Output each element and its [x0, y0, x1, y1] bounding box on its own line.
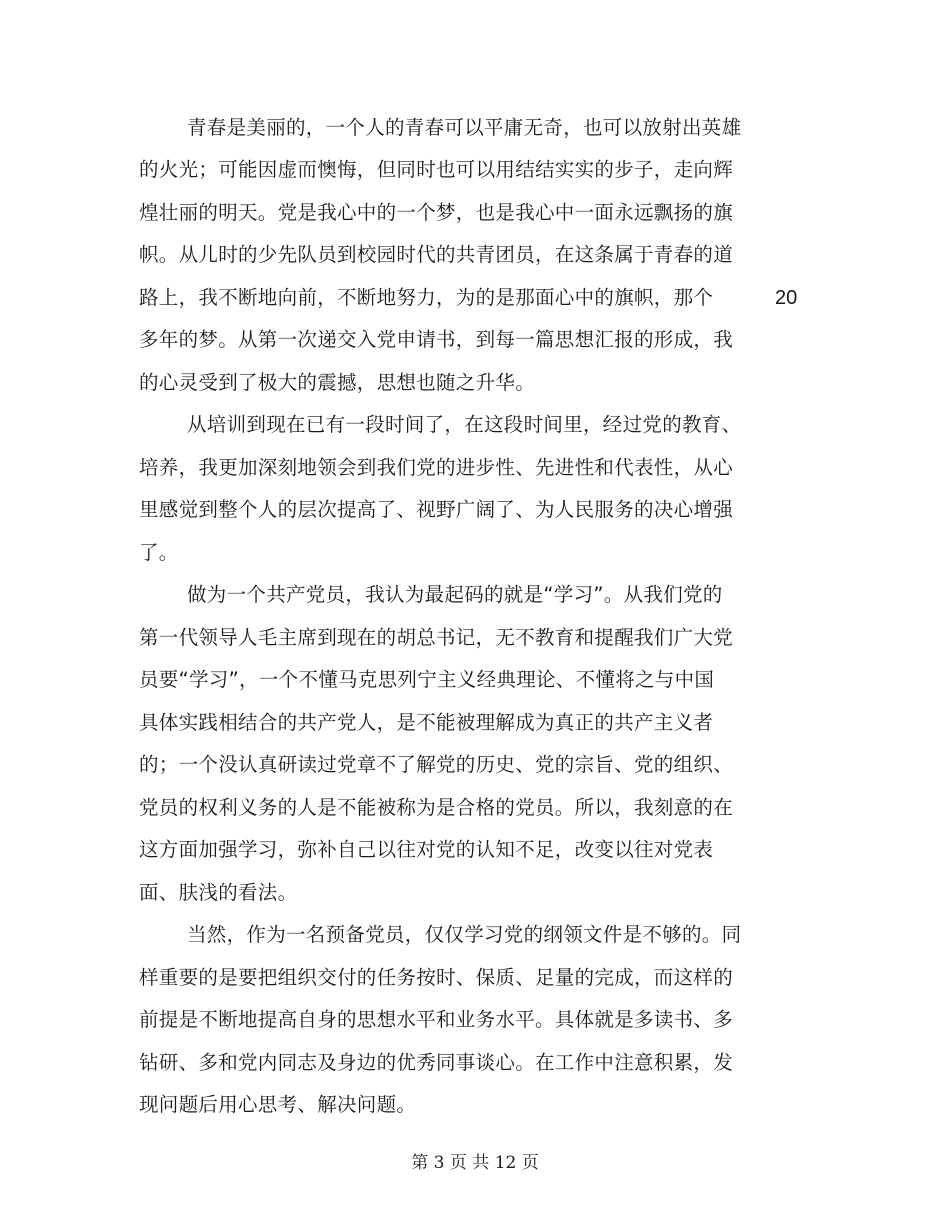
paragraph-3-line-4: 具体实践相结合的共产党人，是不能被理解成为真正的共产主义者: [139, 711, 714, 734]
margin-number: 20: [775, 287, 798, 309]
paragraph-2-line-1: 从培训到现在已有一段时间了，在这段时间里，经过党的教育、: [187, 413, 742, 436]
paragraph-3-line-2: 第一代领导人毛主席到现在的胡总书记，无不教育和提醒我们广大党: [139, 626, 734, 649]
paragraph-3-line-7: 这方面加强学习，弥补自己以往对党的认知不足，改变以往对党表: [139, 838, 714, 861]
paragraph-1-line-1: 青春是美丽的，一个人的青春可以平庸无奇，也可以放射出英雄: [187, 116, 742, 139]
paragraph-4-line-1: 当然，作为一名预备党员，仅仅学习党的纲领文件是不够的。同: [187, 923, 742, 946]
paragraph-4-line-2: 样重要的是要把组织交付的任务按时、保质、足量的完成，而这样的: [139, 966, 734, 989]
footer-middle: 页 共: [449, 1153, 490, 1173]
paragraph-2-line-4: 了。: [139, 541, 179, 564]
paragraph-2-line-3: 里感觉到整个人的层次提高了、视野广阔了、为人民服务的决心增强: [139, 498, 734, 521]
paragraph-1-line-6: 多年的梦。从第一次递交入党申请书，到每一篇思想汇报的形成，我: [139, 328, 734, 351]
paragraph-3-line-3: 员要“学习”，一个不懂马克思列宁主义经典理论、不懂将之与中国: [139, 668, 715, 691]
paragraph-1-line-2: 的火光；可能因虚而懊悔，但同时也可以用结结实实的步子，走向辉: [139, 158, 734, 181]
paragraph-1-line-3: 煌壮丽的明天。党是我心中的一个梦，也是我心中一面永远飘扬的旗: [139, 201, 734, 224]
paragraph-4-line-4: 钻研、多和党内同志及身边的优秀同事谈心。在工作中注意积累，发: [139, 1051, 734, 1074]
paragraph-3-line-1: 做为一个共产党员，我认为最起码的就是“学习”。从我们党的: [187, 583, 723, 606]
paragraph-3-line-6: 党员的权利义务的人是不能被称为是合格的党员。所以，我刻意的在: [139, 796, 734, 819]
page-footer: [0, 1152, 950, 1174]
footer-total-pages: 12: [494, 1153, 517, 1173]
paragraph-1-line-5: 路上，我不断地向前，不断地努力，为的是那面心中的旗帜，那个: [139, 286, 714, 309]
paragraph-3-line-8: 面、肤浅的看法。: [139, 881, 298, 904]
paragraph-1-line-4: 帜。从儿时的少先队员到校园时代的共青团员，在这条属于青春的道: [139, 243, 734, 266]
paragraph-4-line-3: 前提是不断地提高自身的思想水平和业务水平。具体就是多读书、多: [139, 1008, 734, 1031]
footer-suffix: 页: [521, 1153, 539, 1173]
paragraph-2-line-2: 培养，我更加深刻地领会到我们党的进步性、先进性和代表性，从心: [139, 456, 734, 479]
footer-current-page: 3: [433, 1153, 445, 1173]
paragraph-1-line-7: 的心灵受到了极大的震撼，思想也随之升华。: [139, 371, 536, 394]
paragraph-3-line-5: 的；一个没认真研读过党章不了解党的历史、党的宗旨、党的组织、: [139, 753, 734, 776]
paragraph-4-line-5: 现问题后用心思考、解决问题。: [139, 1093, 417, 1116]
footer-prefix: 第: [411, 1153, 429, 1173]
